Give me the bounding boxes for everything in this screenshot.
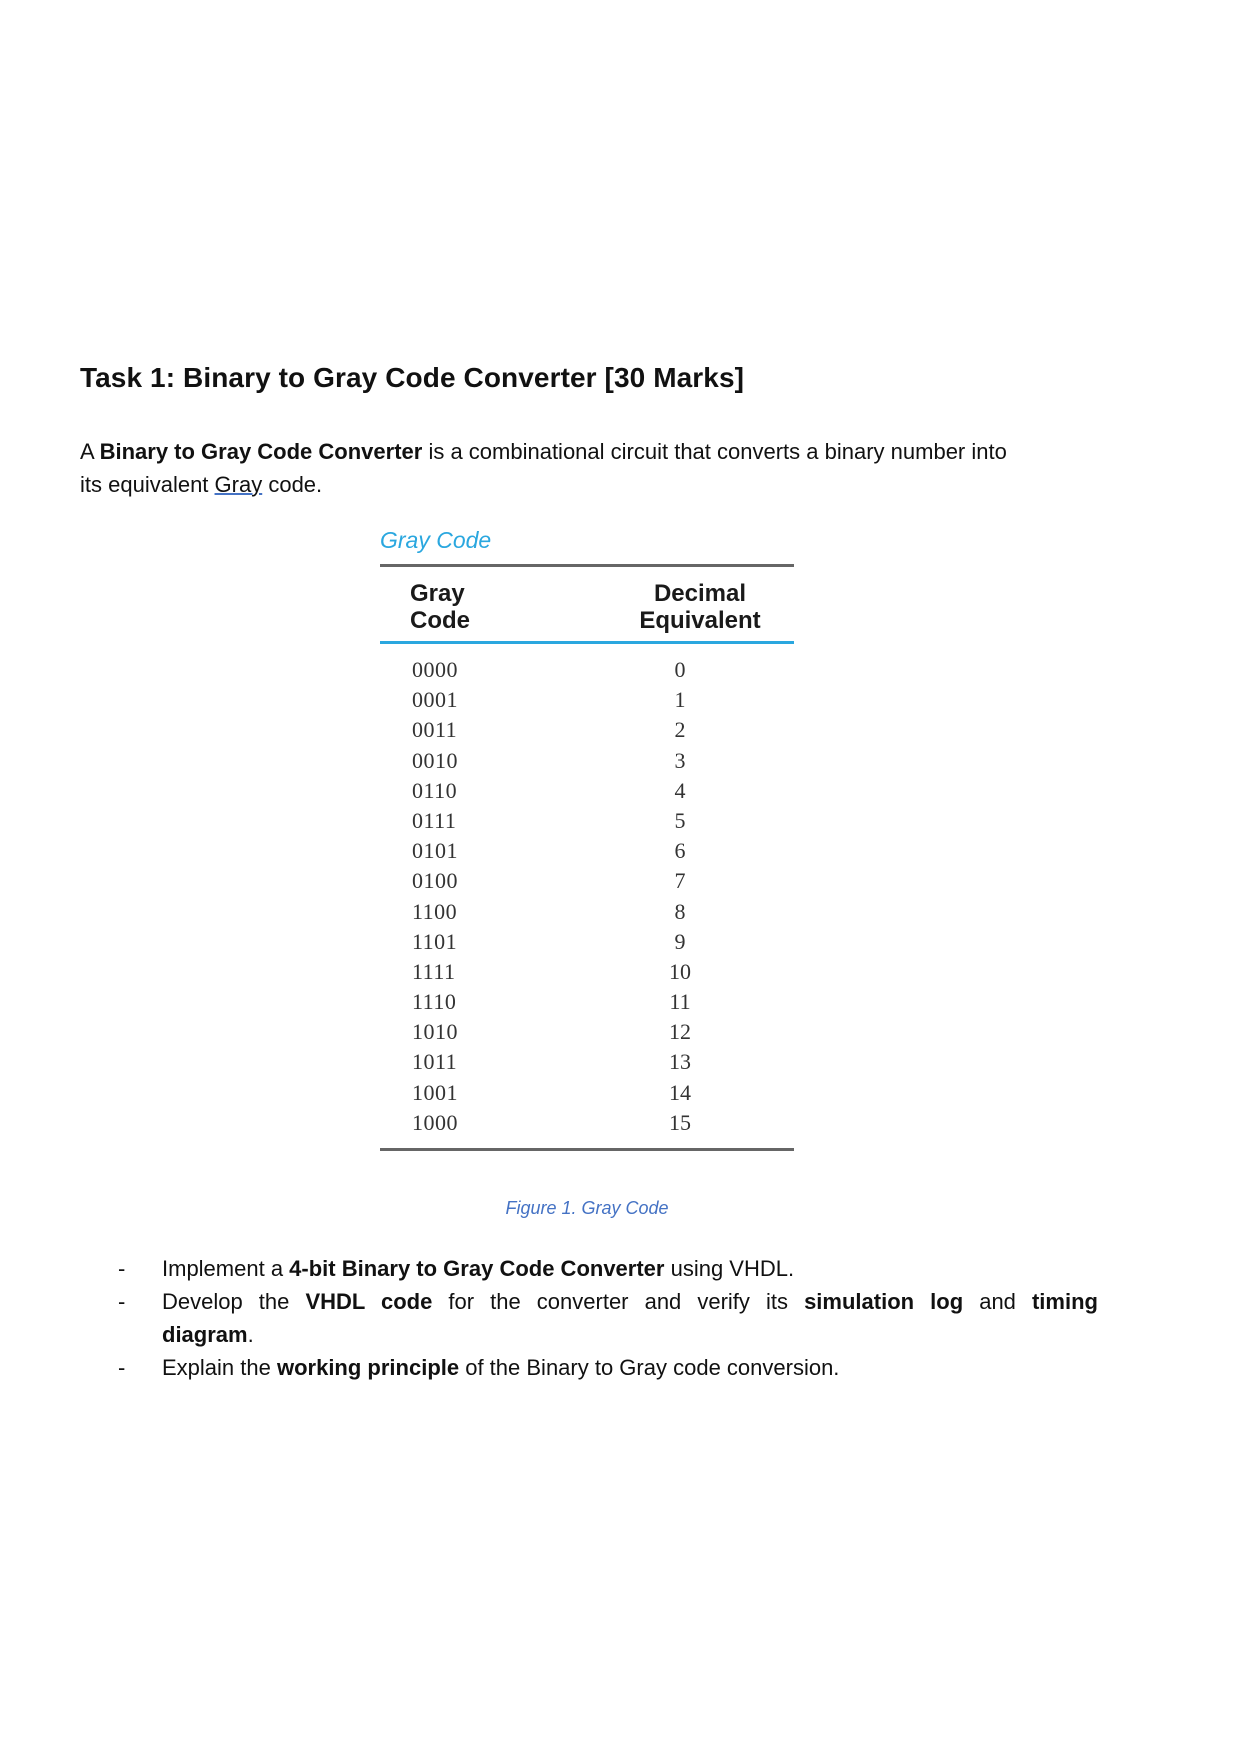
bullet-text: Develop the [162,1289,306,1314]
gray-code-cell: 0111 [412,807,457,833]
bullet-bold: working principle [276,1355,460,1380]
intro-text: is a combinational circuit that converts a binary number into [422,439,1007,464]
decimal-cell: 1 [674,687,686,713]
intro-text: its equivalent [80,472,215,497]
table-row [380,1108,794,1138]
gray-code-cell: 1010 [412,1019,458,1045]
decimal-cell: 7 [674,868,686,894]
decimal-cell: 14 [669,1079,691,1105]
column-header-line: Gray [410,580,465,607]
table-row [380,746,794,776]
intro-underlined-word: Gray [214,472,263,497]
gray-code-cell: 1111 [412,958,456,984]
table-row [380,897,794,927]
bullet-bold: simulation log [804,1289,964,1314]
gray-code-cell: 0010 [412,747,458,773]
decimal-cell: 12 [669,1019,691,1045]
table-body [380,655,794,1138]
gray-code-cell: 0100 [412,868,458,894]
gray-code-cell: 1011 [412,1049,458,1075]
column-header-line: Decimal [653,580,747,607]
table-row [380,927,794,957]
bullet-text: and [963,1289,1032,1314]
bullet-bold: VHDL code [305,1289,433,1314]
bullet-dash: - [118,1289,126,1314]
task-bullet-list [118,1252,1098,1384]
table-row [380,1047,794,1077]
bullet-line [162,1285,1098,1318]
decimal-cell: 5 [674,807,686,833]
gray-code-cell: 0001 [412,687,458,713]
table-row [380,866,794,896]
table-row [380,957,794,987]
table-row [380,715,794,745]
table-row [380,1078,794,1108]
gray-code-cell: 0011 [412,717,458,743]
table-header-rule [380,641,794,644]
bullet-dash: - [118,1355,126,1380]
decimal-cell: 0 [674,657,686,682]
table-row [380,836,794,866]
gray-code-cell: 0110 [412,777,458,803]
intro-text: code. [262,472,323,497]
bullet-text: using VHDL. [664,1256,795,1281]
figure-caption: Figure 1. Gray Code [505,1198,669,1218]
decimal-cell: 13 [669,1049,691,1075]
intro-bold-term: Binary to Gray Code Converter [99,439,423,464]
bullet-text: of the Binary to Gray code conversion. [459,1355,840,1380]
column-header-line: Equivalent [639,607,761,634]
bullet-bold: timing [1031,1289,1098,1314]
table-top-rule [380,564,794,567]
column-header-line: Code [410,607,470,634]
table-row [380,776,794,806]
gray-code-cell: 1101 [412,928,458,954]
bullet-text: for the converter and verify its [432,1289,805,1314]
gray-code-cell: 0101 [412,838,458,864]
column-header-gray-code [410,580,470,634]
bullet-bold: 4-bit Binary to Gray Code Converter [289,1256,665,1281]
column-header-decimal [630,580,770,634]
decimal-cell: 6 [674,838,686,864]
table-row [380,655,794,685]
decimal-cell: 15 [669,1109,691,1135]
gray-code-cell: 0000 [412,657,458,682]
task-heading: Task 1: Binary to Gray Code Converter [30 Marks] [80,362,745,393]
bullet-text: . [247,1322,254,1347]
decimal-cell: 2 [674,717,686,743]
list-item [118,1285,1098,1351]
decimal-cell: 4 [674,777,686,803]
figure-title: Gray Code [380,527,492,553]
gray-code-cell: 1001 [412,1079,458,1105]
intro-paragraph [80,435,1105,501]
table-row [380,1017,794,1047]
decimal-cell: 3 [674,747,686,773]
table-row [380,685,794,715]
decimal-cell: 9 [674,928,686,954]
intro-text: A [80,439,100,464]
gray-code-cell: 1100 [412,898,458,924]
bullet-text: Explain the [162,1355,277,1380]
decimal-cell: 11 [669,989,691,1015]
table-row [380,806,794,836]
decimal-cell: 10 [669,958,691,984]
bullet-bold: diagram [162,1322,248,1347]
table-row [380,987,794,1017]
decimal-cell: 8 [674,898,686,924]
bullet-dash: - [118,1256,126,1281]
bullet-text: Implement a [162,1256,290,1281]
list-item [118,1351,1098,1384]
table-bottom-rule [380,1148,794,1151]
list-item [118,1252,1098,1285]
gray-code-cell: 1110 [412,989,457,1015]
gray-code-cell: 1000 [412,1109,458,1135]
